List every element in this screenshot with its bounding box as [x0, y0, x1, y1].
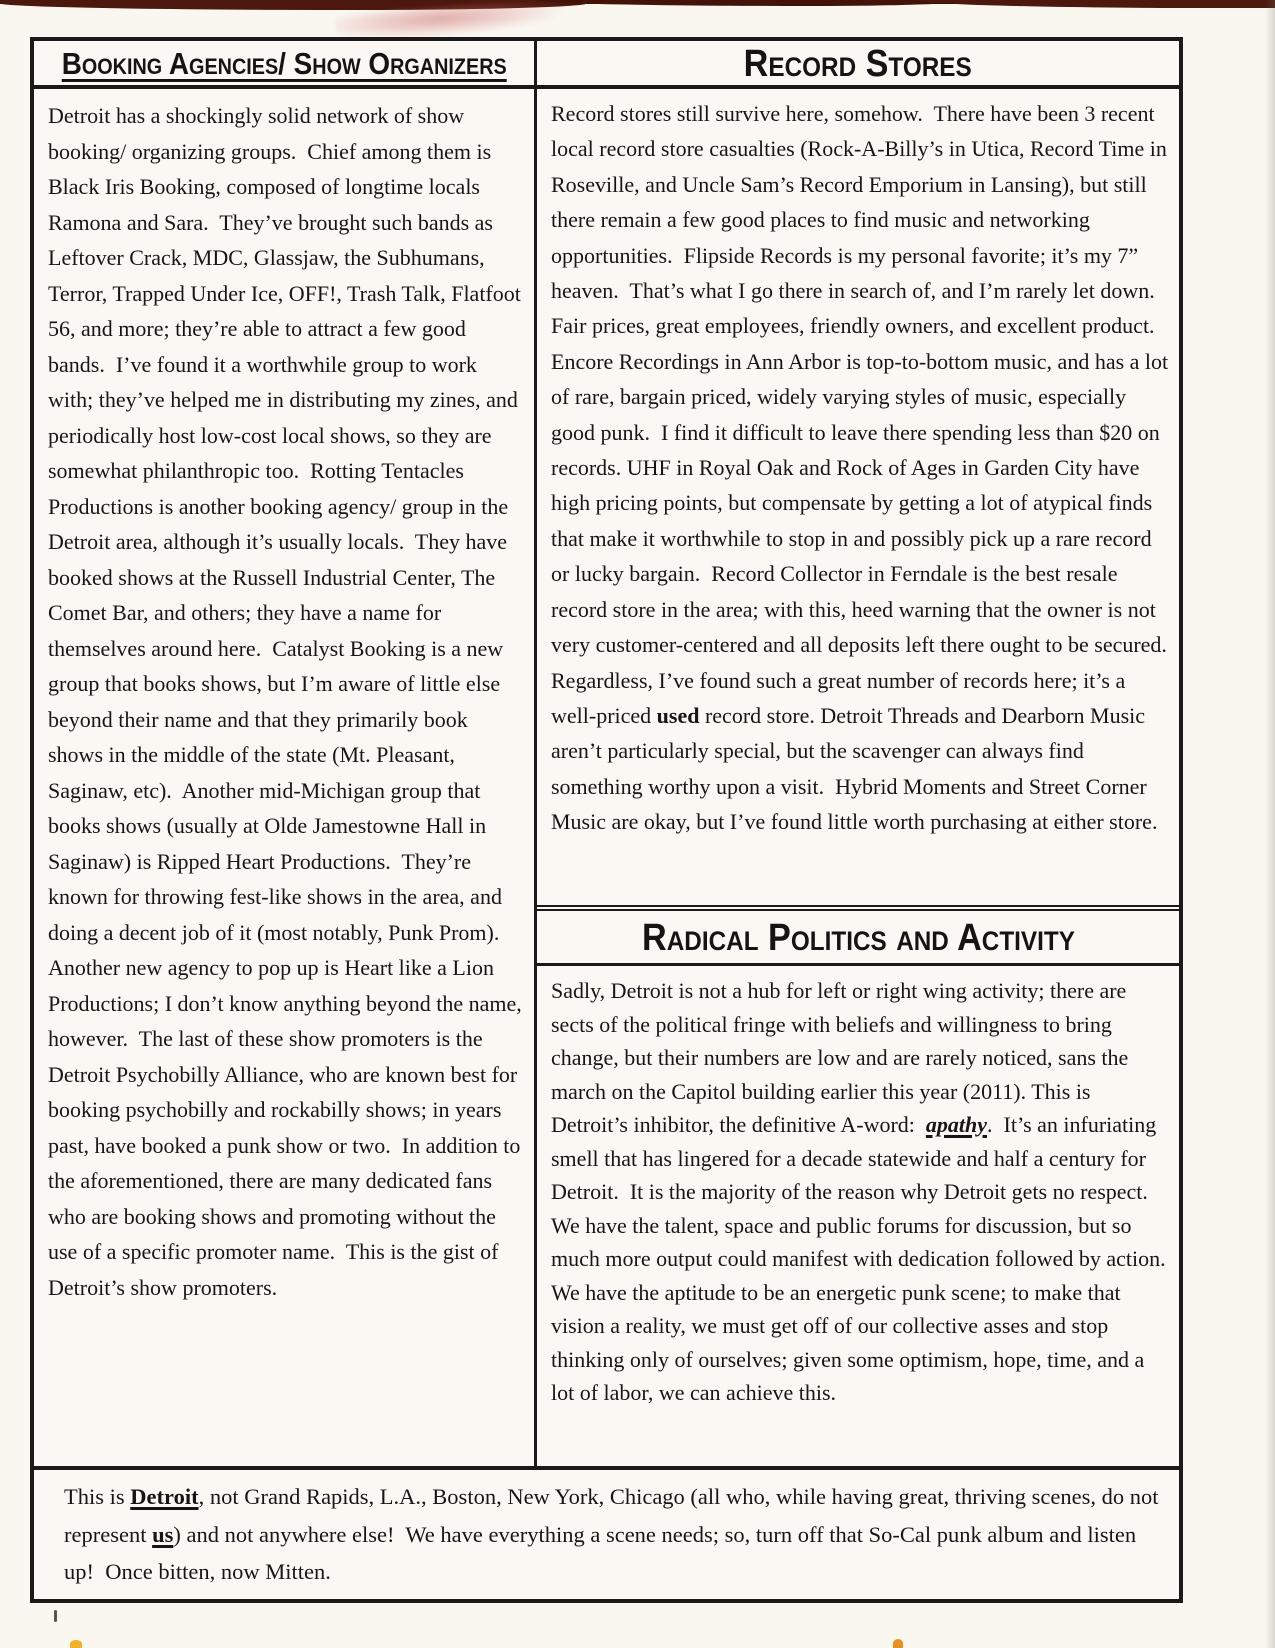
scan-speck	[893, 1639, 903, 1648]
scan-speck	[70, 1640, 82, 1648]
text-run: Detroit has a shockingly solid network of show booking/ organizing groups. Chief among them is Black Iris Booking, composed of longtime locals Ramona and Sara. They’ve brought such bands as Leftover Crack, MDC, Glassjaw, the Subhumans, Terror, Trapped Under Ice, OFF!, Trash Talk, Flatfoot 56, and more; they’re able to attract a few good bands. I’ve found it a worthwhile group to work with; they’ve helped me in distributing my zines, and periodically host low-cost local shows, so they are somewhat philanthropic too. Rotting Tentacles Productions is another booking agency/ group in the Detroit area, although it’s usually locals. They have booked shows at the Russell Industrial Center, The Comet Bar, and others; they have a name for themselves around here. Catalyst Booking is a new group that books shows, but I’m aware of little else beyond their name and that they primarily book shows in the middle of the state (Mt. Pleasant, Saginaw, etc). Another mid-Michigan group that books shows (usually at Olde Jamestowne Hall in Saginaw) is Ripped Heart Productions. They’re known for throwing fest-like shows in the area, and doing a decent job of it (most notably, Punk Prom). Another new agency to pop up is Heart like a Lion Productions; I don’t know anything beyond the name, however. The last of these show promoters is the Detroit Psychobilly Alliance, who are known best for booking psychobilly and rockabilly shows; in years past, have booked a punk show or two. In addition to the aforementioned, there are many dedicated fans who are booking shows and promoting without the use of a specific promoter name. This is the gist of Detroit’s show promoters.	[48, 103, 528, 1300]
text-run: us	[152, 1521, 174, 1547]
text-run: ) and not anywhere else! We have everything a scene needs; so, turn off that So-Cal punk album and listen up! Once bitten, now Mitten.	[64, 1521, 1142, 1584]
text-run: Record stores still survive here, somehow. There have been 3 recent local record store casualties (Rock-A-Billy’s in Utica, Record Time in Roseville, and Uncle Sam’s Record Emporium in Lansing), but still there remain a few good places to find music and networking opportunities. Flipside Records is my personal favorite; it’s my 7” heaven. That’s what I go there in search of, and I’m rarely let down. Fair prices, great employees, friendly owners, and excellent product. Encore Recordings in Ann Arbor is top-to-bottom music, and has a lot of rare, bargain priced, widely varying styles of music, especially good punk. I find it difficult to leave there spending less than $20 on records. UHF in Royal Oak and Rock of Ages in Garden City have high pricing points, but compensate by getting a lot of atypical finds that make it worthwhile to stop in and possibly pick up a rare record or lucky bargain. Record Collector in Ferndale is the best resale record store in the area; with this, heed warning that the owner is not very customer-centered and all deposits left there ought to be secured. Regardless, I’ve found such a great number of records here; it’s a well-priced	[551, 101, 1178, 728]
booking-paragraph	[34, 89, 534, 1466]
text-run: . It’s an infuriating smell that has lingered for a decade statewide and half a century for Detroit. It is the majority of the reason why Detroit gets no respect. We have the talent, space and public forums for discussion, but so much more output could manifest with dedication followed by action. We have the aptitude to be an energetic punk scene; to make that vision a reality, we must get off of our collective asses and stop thinking only of ourselves; given some optimism, hope, time, and a lot of labor, we can achieve this.	[551, 1112, 1177, 1405]
columns-area	[34, 41, 1179, 1466]
right-column	[537, 41, 1179, 1466]
text-run: This is	[64, 1484, 131, 1509]
booking-section	[34, 41, 537, 1466]
record-stores-paragraph	[537, 89, 1179, 905]
radical-politics-section-header	[537, 905, 1179, 966]
text-run: apathy	[925, 1112, 988, 1137]
radical-politics-paragraph	[537, 966, 1179, 1466]
footer-paragraph	[34, 1466, 1179, 1599]
record-stores-section-header	[537, 41, 1179, 89]
text-run: Detroit	[130, 1484, 199, 1509]
text-run: Sadly, Detroit is not a hub for left or right wing activity; there are sects of the political fringe with beliefs and willingness to bring change, but their numbers are low and are rarely noticed, sans the march on the Capitol building earlier this year (2011). This is Detroit’s inhibitor, the definitive A-word:	[551, 978, 1134, 1137]
text-run: used	[656, 702, 700, 728]
scan-edge-artifact	[536, 0, 970, 6]
booking-section-title: Booking Agencies/ Show Organizers	[61, 46, 507, 81]
scan-edge-artifact	[918, 0, 1275, 8]
scan-speck	[54, 1610, 57, 1622]
article-table	[30, 37, 1183, 1603]
text-run: record store. Detroit Threads and Dearborn Music aren’t particularly special, but the scavenger can always find something worthy upon a visit. Hybrid Moments and Street Corner Music are okay, but I’ve found little worth purchasing at either store.	[551, 702, 1158, 835]
radical-politics-section-title: Radical Politics and Activity	[641, 917, 1075, 959]
text-run: , not Grand Rapids, L.A., Boston, New York, Chicago (all who, while having great, thriving scenes, do not represent	[64, 1484, 1165, 1547]
booking-section-header	[34, 41, 534, 89]
scan-edge-shadow	[1265, 0, 1275, 1648]
record-stores-section-title: Record Stores	[743, 43, 973, 85]
